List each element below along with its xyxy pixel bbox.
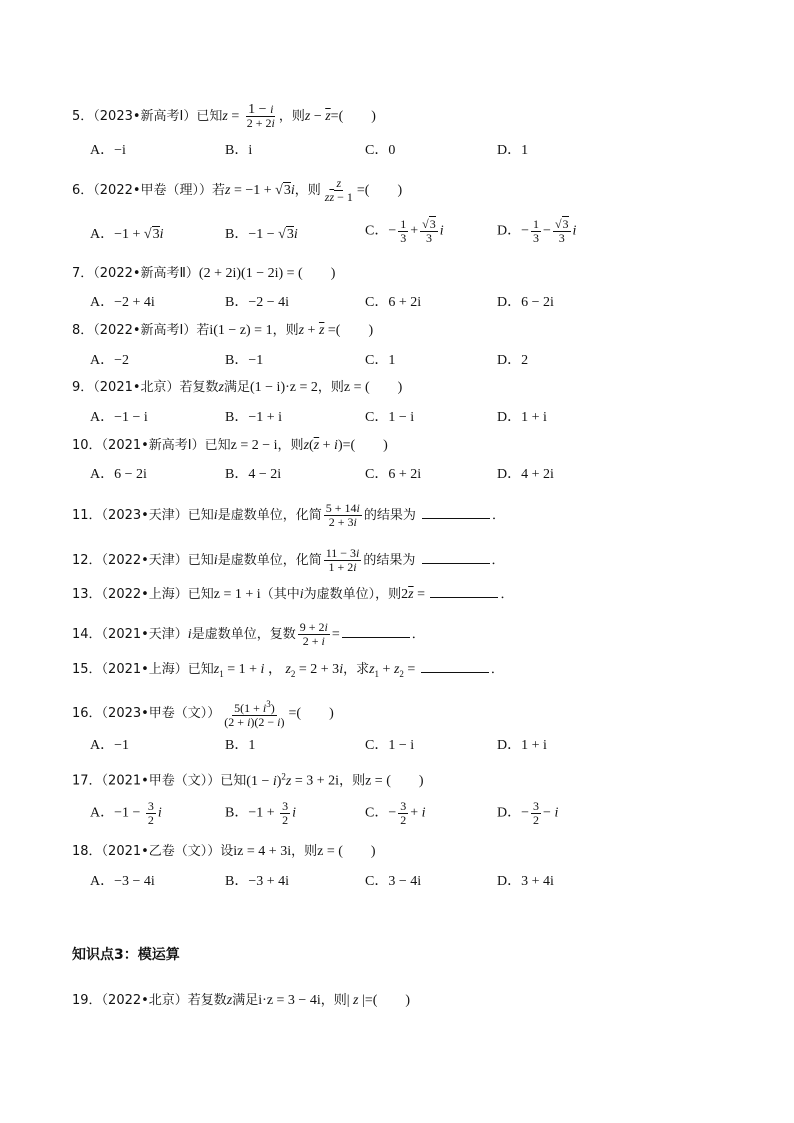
option-a[interactable]: A．−1 − i <box>90 410 148 425</box>
option-c[interactable]: C．6 + 2i <box>365 467 422 482</box>
option-a[interactable]: A．−1 + √3i <box>90 227 164 242</box>
options-18 <box>90 873 650 893</box>
option-c[interactable]: C．− $\frac{3}{2}$ + i <box>365 799 426 827</box>
options-17 <box>90 799 650 828</box>
question-17: 17．（2021•甲卷（文））已知$(1 - i)^2z = 3 + 2i$，则z = ( ) <box>72 771 424 789</box>
section-heading: 知识点3：模运算 <box>72 947 180 963</box>
question-14: 14．（2021•天津）i是虚数单位，复数 $\frac{9 + 2i}{2 + i}$ = ． <box>72 620 425 648</box>
question-6: 6．（2022•甲卷（理））若z = −1 + √3i，则 $\frac{z}{z\overline{z} - 1}$ =( ) <box>72 176 403 204</box>
option-d[interactable]: D．2 <box>497 353 529 368</box>
options-10 <box>90 466 650 486</box>
option-a[interactable]: A．−2 <box>90 353 130 368</box>
option-a[interactable]: A．−1 − $\frac{3}{2}$ i <box>90 799 162 827</box>
question-9: 9．（2021•北京）若复数z满足(1 − i)·z = 2，则z = ( ) <box>72 380 403 395</box>
fraction: $\frac{5(1 + i^3)}{(2 + i)(2 - i)}$ <box>224 699 285 729</box>
question-5: 5．（2023•新高考Ⅰ）已知z = $\frac{1 - i}{2 + 2i}$ ，则$z - \overline{z}=$( ) <box>72 102 376 130</box>
question-13: 13．（2022•上海）已知z = 1 + i（其中i为虚数单位），则$2\overline{z}$ = ． <box>72 587 514 602</box>
question-8: 8．（2022•新高考Ⅰ）若i(1 − z) = 1，则$z + \overline{z}$ =( ) <box>72 323 374 338</box>
option-b[interactable]: B．−1 + $\frac{3}{2}$ i <box>225 799 297 827</box>
question-12: 12．（2022•天津）已知i是虚数单位，化简 $\frac{11 - 3i}{1 + 2i}$ 的结果为 ． <box>72 546 505 574</box>
fraction: $\frac{z}{z\overline{z} - 1}$ <box>324 176 353 204</box>
option-a[interactable]: A．−1 <box>90 738 130 753</box>
option-c[interactable]: C．6 + 2i <box>365 295 422 310</box>
answer-blank[interactable] <box>421 660 489 673</box>
options-5 <box>90 142 650 162</box>
option-b[interactable]: B．i <box>225 143 253 158</box>
option-d[interactable]: D．− $\frac{1}{3}$ − $\frac{√3}{3}$ i <box>497 217 577 245</box>
option-b[interactable]: B．4 − 2i <box>225 467 282 482</box>
option-b[interactable]: B．−2 − 4i <box>225 295 290 310</box>
options-9 <box>90 409 650 429</box>
option-d[interactable]: D．− $\frac{3}{2}$ − i <box>497 799 559 827</box>
option-d[interactable]: D．6 − 2i <box>497 295 554 310</box>
option-a[interactable]: A．−i <box>90 143 126 158</box>
option-c[interactable]: C．0 <box>365 143 396 158</box>
option-c[interactable]: C．3 − 4i <box>365 874 422 889</box>
option-d[interactable]: D．4 + 2i <box>497 467 554 482</box>
question-11: 11．（2023•天津）已知i是虚数单位，化简 $\frac{5 + 14i}{2 + 3i}$ 的结果为 ． <box>72 501 505 529</box>
option-d[interactable]: D．1 + i <box>497 738 547 753</box>
option-d[interactable]: D．3 + 4i <box>497 874 554 889</box>
fraction: $\frac{9 + 2i}{2 + i}$ <box>299 620 328 648</box>
option-c[interactable]: C．1 − i <box>365 738 415 753</box>
options-8 <box>90 352 650 372</box>
question-7: 7．（2022•新高考Ⅱ）(2 + 2i)(1 − 2i) = ( ) <box>72 266 336 281</box>
option-b[interactable]: B．−1 <box>225 353 264 368</box>
option-a[interactable]: A．−2 + 4i <box>90 295 155 310</box>
question-10: 10．（2021•新高考Ⅰ）已知z = 2 − i，则$z(\overline{z} + i)=$( ) <box>72 438 388 453</box>
options-7 <box>90 294 650 314</box>
option-b[interactable]: B．−1 + i <box>225 410 283 425</box>
question-19: 19．（2022•北京）若复数z满足i·z = 3 − 4i，则| z |=( ) <box>72 993 411 1008</box>
option-a[interactable]: A．−3 − 4i <box>90 874 155 889</box>
option-b[interactable]: B．1 <box>225 738 256 753</box>
options-6 <box>90 217 650 246</box>
option-d[interactable]: D．1 <box>497 143 529 158</box>
option-d[interactable]: D．1 + i <box>497 410 547 425</box>
answer-blank[interactable] <box>422 506 490 519</box>
option-c[interactable]: C．1 − i <box>365 410 415 425</box>
options-16 <box>90 737 650 757</box>
answer-blank[interactable] <box>430 585 498 598</box>
fraction: $\frac{1 - i}{2 + 2i}$ <box>246 102 275 130</box>
question-15: 15．（2021•上海）已知$z_1 = 1 + i$ ， $z_2 = 2 + 3i$，求$z_1 + z_2$ = ． <box>72 662 504 679</box>
fraction: $\frac{5 + 14i}{2 + 3i}$ <box>325 501 360 529</box>
option-c[interactable]: C．− $\frac{1}{3}$ + $\frac{√3}{3}$ i <box>365 217 444 245</box>
option-b[interactable]: B．−1 − √3i <box>225 227 298 242</box>
option-a[interactable]: A．6 − 2i <box>90 467 147 482</box>
question-16: 16．（2023•甲卷（文）） $\frac{5(1 + i^3)}{(2 + i)(2 - i)}$ =( ) <box>72 699 334 729</box>
option-c[interactable]: C．1 <box>365 353 396 368</box>
fraction: $\frac{11 - 3i}{1 + 2i}$ <box>325 546 360 574</box>
option-b[interactable]: B．−3 + 4i <box>225 874 290 889</box>
question-18: 18．（2021•乙卷（文））设iz = 4 + 3i，则z = ( ) <box>72 844 376 859</box>
answer-blank[interactable] <box>342 625 410 638</box>
answer-blank[interactable] <box>422 551 490 564</box>
